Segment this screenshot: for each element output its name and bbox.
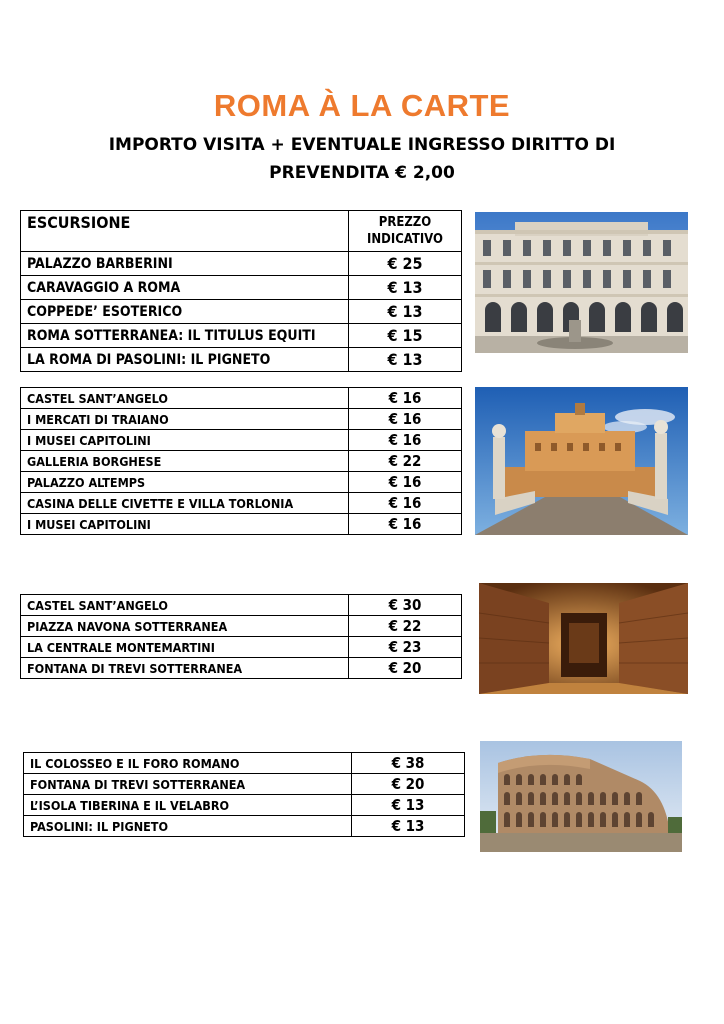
table-row	[24, 795, 465, 816]
tour-price: € 16	[349, 409, 462, 430]
table-row	[21, 472, 462, 493]
table-row	[21, 637, 462, 658]
tour-name: I MUSEI CAPITOLINI	[21, 514, 349, 535]
tour-price: € 23	[349, 637, 462, 658]
tour-price: € 16	[349, 472, 462, 493]
table-row	[24, 816, 465, 837]
table-row	[24, 753, 465, 774]
tour-price: € 20	[352, 774, 465, 795]
tour-price: € 13	[349, 300, 462, 324]
subtitle-line-2: PREVENDITA € 2,00	[269, 163, 455, 183]
tour-price: € 25	[349, 252, 462, 276]
tour-price: € 16	[349, 514, 462, 535]
tour-name: COPPEDE’ ESOTERICO	[21, 300, 349, 324]
tour-name: CARAVAGGIO A ROMA	[21, 276, 349, 300]
tour-name: I MUSEI CAPITOLINI	[21, 430, 349, 451]
page-subtitle	[60, 131, 664, 187]
tour-price: € 16	[349, 493, 462, 514]
tour-name: GALLERIA BORGHESE	[21, 451, 349, 472]
table-row	[21, 514, 462, 535]
tour-price: € 13	[352, 816, 465, 837]
tour-price: € 30	[349, 595, 462, 616]
table-row	[21, 324, 462, 348]
table-row	[21, 388, 462, 409]
subtitle-line-1: IMPORTO VISITA + EVENTUALE INGRESSO DIRITTO DI	[108, 135, 616, 155]
tour-price: € 22	[349, 616, 462, 637]
price-table-3	[20, 594, 462, 679]
roma-sotterranea-photo	[479, 583, 688, 694]
table-row	[24, 774, 465, 795]
table-header-row	[21, 211, 462, 252]
colosseo-photo	[480, 741, 682, 852]
tour-name: CASINA DELLE CIVETTE E VILLA TORLONIA	[21, 493, 349, 514]
tour-name: CASTEL SANT’ANGELO	[21, 595, 349, 616]
tour-name: PIAZZA NAVONA SOTTERRANEA	[21, 616, 349, 637]
table-row	[21, 252, 462, 276]
price-table-4	[23, 752, 465, 837]
tour-name: LA CENTRALE MONTEMARTINI	[21, 637, 349, 658]
table-row	[21, 451, 462, 472]
col-header-escursione: ESCURSIONE	[21, 211, 349, 252]
table-row	[21, 348, 462, 372]
tour-name: PASOLINI: IL PIGNETO	[24, 816, 352, 837]
palazzo-barberini-photo	[475, 212, 688, 353]
table-row	[21, 409, 462, 430]
tour-name: PALAZZO BARBERINI	[21, 252, 349, 276]
table-row	[21, 616, 462, 637]
tour-name: FONTANA DI TREVI SOTTERRANEA	[21, 658, 349, 679]
price-table-1	[20, 210, 462, 372]
tour-name: FONTANA DI TREVI SOTTERRANEA	[24, 774, 352, 795]
tour-name: IL COLOSSEO E IL FORO ROMANO	[24, 753, 352, 774]
price-table-2	[20, 387, 462, 535]
table-row	[21, 300, 462, 324]
table-row	[21, 493, 462, 514]
tour-price: € 22	[349, 451, 462, 472]
tour-price: € 16	[349, 388, 462, 409]
table-row	[21, 276, 462, 300]
col-header-prezzo-line1: PREZZO	[378, 215, 432, 230]
tour-name: L’ISOLA TIBERINA E IL VELABRO	[24, 795, 352, 816]
table-row	[21, 430, 462, 451]
tour-price: € 13	[352, 795, 465, 816]
table-row	[21, 595, 462, 616]
castel-santangelo-photo	[475, 387, 688, 535]
tour-price: € 16	[349, 430, 462, 451]
tour-price: € 13	[349, 348, 462, 372]
tour-name: I MERCATI DI TRAIANO	[21, 409, 349, 430]
tour-price: € 20	[349, 658, 462, 679]
tour-name: PALAZZO ALTEMPS	[21, 472, 349, 493]
tour-price: € 13	[349, 276, 462, 300]
tour-name: CASTEL SANT’ANGELO	[21, 388, 349, 409]
tour-price: € 15	[349, 324, 462, 348]
tour-name: ROMA SOTTERRANEA: IL TITULUS EQUITI	[21, 324, 349, 348]
col-header-prezzo-line2: INDICATIVO	[367, 232, 443, 247]
col-header-prezzo	[349, 211, 462, 252]
page-title: ROMA À LA CARTE	[213, 88, 511, 123]
tour-price: € 38	[352, 753, 465, 774]
tour-name: LA ROMA DI PASOLINI: IL PIGNETO	[21, 348, 349, 372]
table-row	[21, 658, 462, 679]
